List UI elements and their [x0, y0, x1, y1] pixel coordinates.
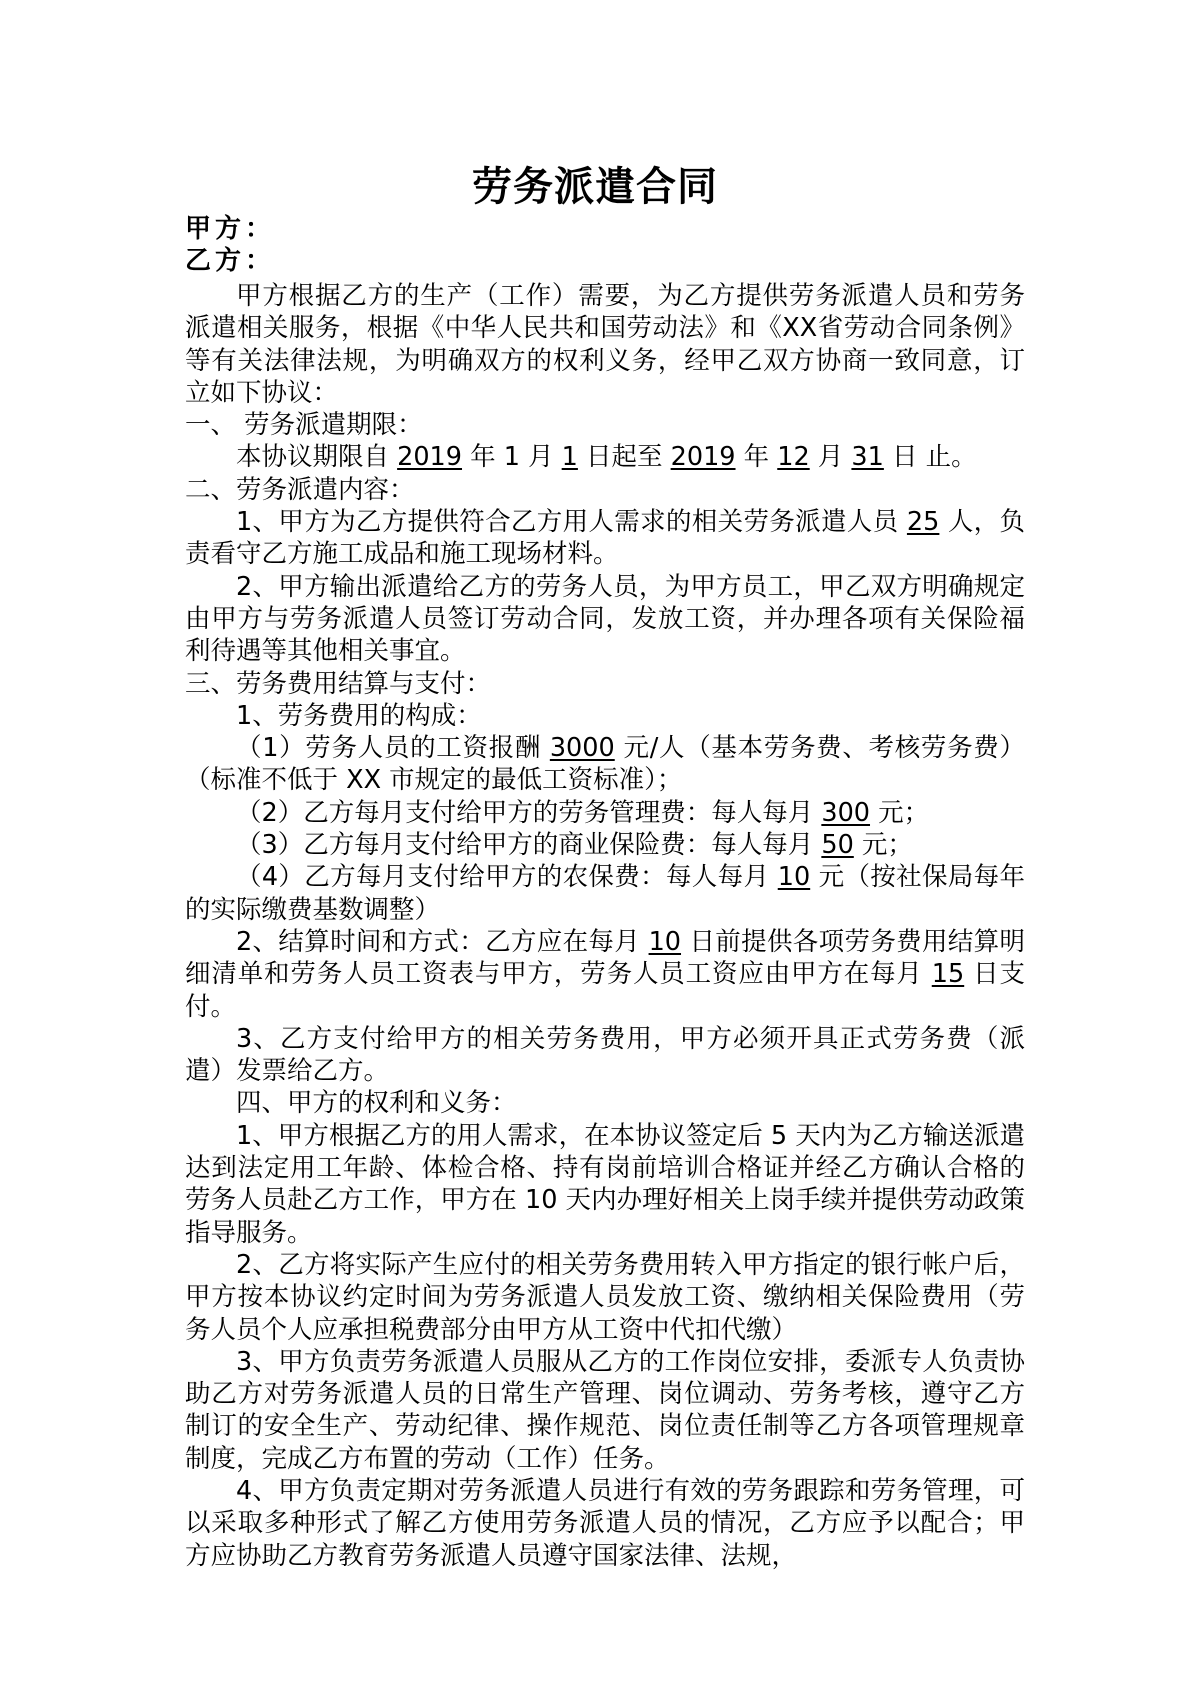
section-4-item-4: 4、甲方负责定期对劳务派遣人员进行有效的劳务跟踪和劳务管理，可以采取多种形式了解乙方使用劳务派遣人员的情况，乙方应予以配合；甲方应协助乙方教育劳务派遣人员遵守国家法律、法规，	[185, 1475, 1025, 1571]
insurance-fee-blank: 50	[821, 830, 854, 861]
section-4-item-2: 2、乙方将实际产生应付的相关劳务费用转入甲方指定的银行帐户后，甲方按本协议约定时间为劳务派遣人员发放工资、缴纳相关保险费用（劳务人员个人应承担税费部分由甲方从工资中代扣代缴）	[185, 1249, 1025, 1345]
section-1-heading: 一、 劳务派遣期限：	[185, 410, 423, 441]
end-month-blank: 12	[777, 442, 810, 473]
end-year-blank: 2019	[670, 442, 736, 473]
contract-body	[185, 280, 1025, 1572]
start-year-blank: 2019	[397, 442, 463, 473]
section-2-item-1: 1、甲方为乙方提供符合乙方用人需求的相关劳务派遣人员 25 人，负责看守乙方施工成品和施工现场材料。	[185, 507, 1025, 570]
section-3-item-3: 3、乙方支付给甲方的相关劳务费用，甲方必须开具正式劳务费（派遣）发票给乙方。	[185, 1023, 1025, 1087]
settlement-day-blank: 10	[648, 926, 682, 957]
payday-blank: 15	[931, 959, 965, 990]
rural-insurance-blank: 10	[777, 862, 811, 893]
fee-item-4: （4）乙方每月支付给甲方的农保费：每人每月 10 元（按社保局每年的实际缴费基数调整）	[185, 862, 1025, 925]
end-day-blank: 31	[851, 442, 884, 473]
fee-item-3: （3）乙方每月支付给甲方的商业保险费：每人每月 50 元；	[236, 830, 913, 861]
start-day-blank: 1	[561, 442, 578, 473]
management-fee-blank: 300	[821, 797, 871, 828]
preamble-paragraph: 甲方根据乙方的生产（工作）需要，为乙方提供劳务派遣人员和劳务派遣相关服务，根据《中华人民共和国劳动法》和《XX省劳动合同条例》等有关法律法规，为明确双方的权利义务，经甲乙双方协商一致同意，订立如下协议：	[185, 281, 1025, 408]
section-2-heading: 二、劳务派遣内容：	[185, 474, 415, 505]
section-4-heading: 四、甲方的权利和义务：	[236, 1088, 517, 1119]
document-title: 劳务派遣合同	[472, 163, 718, 210]
section-3-item-1: 1、劳务费用的构成：	[236, 700, 482, 731]
fee-item-2: （2）乙方每月支付给甲方的劳务管理费：每人每月 300 元；	[236, 797, 930, 828]
section-4-item-3: 3、甲方负责劳务派遣人员服从乙方的工作岗位安排，委派专人负责协助乙方对劳务派遣人员的日常生产管理、岗位调动、劳务考核，遵守乙方制订的安全生产、劳动纪律、操作规范、岗位责任制等乙方各项管理规章制度，完成乙方布置的劳动（工作）任务。	[185, 1346, 1025, 1474]
staff-count-blank: 25	[906, 507, 940, 538]
section-4-item-1: 1、甲方根据乙方的用人需求，在本协议签定后 5 天内为乙方输送派遣达到法定用工年龄、体检合格、持有岗前培训合格证并经乙方确认合格的劳务人员赴乙方工作，甲方在 10 天内办理好相关上岗手续并提供劳动政策指导服务。	[185, 1120, 1025, 1248]
fee-item-1: （1）劳务人员的工资报酬 3000 元/人（基本劳务费、考核劳务费）（标准不低于 XX 市规定的最低工资标准）；	[185, 733, 1025, 796]
term-clause: 本协议期限自 2019 年 1 月 1 日起至 2019 年 12 月 31 日 止。	[236, 442, 977, 473]
party-b-label: 乙方：	[185, 246, 276, 276]
section-3-item-2: 2、结算时间和方式：乙方应在每月 10 日前提供各项劳务费用结算明细清单和劳务人员工资表与甲方，劳务人员工资应由甲方在每月 15 日支付。	[185, 926, 1026, 1022]
section-3-heading: 三、劳务费用结算与支付：	[185, 668, 492, 699]
section-2-item-2: 2、甲方输出派遣给乙方的劳务人员，为甲方员工，甲乙双方明确规定由甲方与劳务派遣人员签订劳动合同，发放工资，并办理各项有关保险福利待遇等其他相关事宜。	[185, 571, 1025, 667]
party-a-label: 甲方：	[185, 214, 276, 244]
wage-amount-blank: 3000	[549, 733, 615, 764]
